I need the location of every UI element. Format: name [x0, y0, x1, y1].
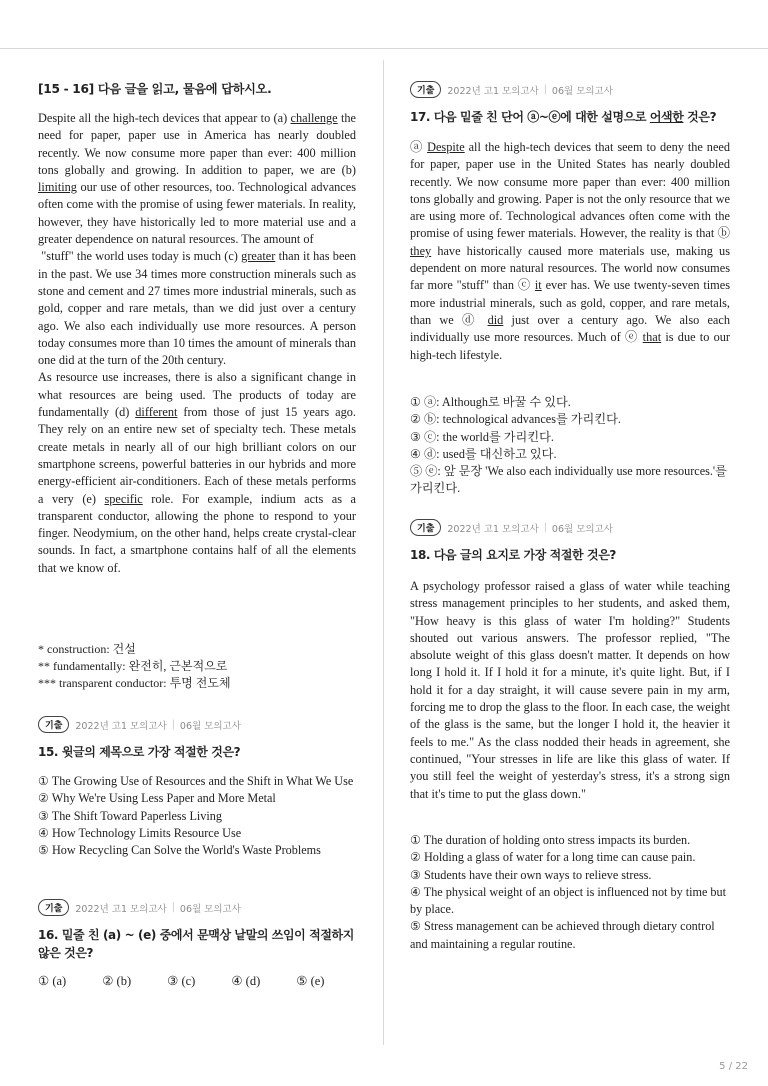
q16-option[interactable]: ④ (d)	[231, 974, 261, 988]
q16-meta: 기출 2022년 고1 모의고사 | 06월 모의고사	[38, 899, 241, 916]
exam-badge: 기출	[38, 899, 69, 916]
footnote: ** fundamentally: 완전히, 근본적으로	[38, 659, 228, 673]
footnote: *** transparent conductor: 투명 전도체	[38, 676, 231, 690]
footnote: * construction: 건설	[38, 642, 136, 656]
q15-option[interactable]: ③ The Shift Toward Paperless Living	[38, 808, 222, 823]
exam-year: 2022년 고1 모의고사	[75, 903, 167, 915]
q18-option[interactable]: ④ The physical weight of an object is influenced not by time but by place.	[410, 884, 726, 917]
q17-title: 17. 다음 밑줄 친 단어 ⓐ~ⓔ에 대한 설명으로 어색한 것은?	[410, 110, 717, 124]
q15-option[interactable]: ④ How Technology Limits Resource Use	[38, 825, 242, 840]
q16-option[interactable]: ① (a)	[38, 974, 67, 988]
q17-passage: ⓐ Despite all the high-tech devices that seem to deny the need for paper, paper use in the United States has nearly doubled recently. We now consume more paper than ever: 400 million tons globally and growing. Paper is not the only resource that we are using more of. Technological advances often come with the promise of using fewer materials. However, the reality is that ⓑ they have historically caused more materials use, making us dependent on more natural resources. The world now consumes far more "stuff" than ⓒ it ever has. We use twenty-seven times more industrial minerals, such as gold, copper, and rare metals, than we ⓓ did just over a century ago. We also each individually use more resources. Much of ⓔ that is due to our high-tech lifestyle.	[410, 140, 731, 362]
q17-option[interactable]: ③ ⓒ: the world를 가리킨다.	[410, 429, 554, 444]
q18-options	[410, 832, 730, 953]
exam-month: 06월 모의고사	[179, 720, 241, 732]
footnotes	[38, 641, 356, 692]
section-header: [15 - 16] 다음 글을 읽고, 물음에 답하시오.	[38, 82, 272, 96]
q17-option[interactable]: ① ⓐ: Although로 바꿀 수 있다.	[410, 395, 571, 409]
exam-year: 2022년 고1 모의고사	[75, 720, 167, 732]
q18-option[interactable]: ② Holding a glass of water for a long time can cause pain.	[410, 850, 696, 865]
top-divider	[0, 48, 768, 49]
exam-year: 2022년 고1 모의고사	[447, 85, 539, 97]
q17-options	[410, 394, 730, 498]
exam-month: 06월 모의고사	[551, 523, 613, 535]
q17-meta: 기출 2022년 고1 모의고사 | 06월 모의고사	[410, 81, 613, 98]
q15-option[interactable]: ② Why We're Using Less Paper and More Metal	[38, 791, 276, 806]
exam-year: 2022년 고1 모의고사	[447, 523, 539, 535]
exam-badge: 기출	[410, 81, 441, 98]
column-divider	[383, 60, 384, 1045]
q17-option[interactable]: ⑤ ⓔ: 앞 문장 'We also each individually use more resources.'를 가리킨다.	[410, 464, 727, 496]
q15-options	[38, 773, 356, 859]
q18-option[interactable]: ① The duration of holding onto stress impacts its burden.	[410, 833, 691, 847]
q18-option[interactable]: ③ Students have their own ways to relieve stress.	[410, 867, 652, 882]
q15-meta: 기출 2022년 고1 모의고사 | 06월 모의고사	[38, 716, 241, 733]
q15-option[interactable]: ⑤ How Recycling Can Solve the World's Waste Problems	[38, 843, 321, 858]
q16-options	[38, 973, 360, 989]
q18-passage: A psychology professor raised a glass of water while teaching stress management principles to her students, and asked them, "How heavy is this glass of water I'm holding?" Students shouted out various answers. The professor replied, "The absolute weight of this glass doesn't matter. It depends on how long I hold it. If I hold it for a minute, it's quite light. But, if I hold it for a day straight, it will cause severe pain in my arm, forcing me to drop the glass to the floor. In each case, the weight of the glass is the same, but the longer I hold it, the heavier it feels to me." As the class nodded their heads in agreement, she continued, "Your stresses in life are like this glass of water. If you still feel the weight of yesterday's stress, it's a strong sign that it's time to put the glass down."	[410, 579, 730, 801]
page-number: 5 / 22	[719, 1061, 748, 1072]
q17-option[interactable]: ② ⓑ: technological advances를 가리킨다.	[410, 412, 621, 427]
q15-option[interactable]: ① The Growing Use of Resources and the Shift in What We Use	[38, 774, 354, 788]
q16-option[interactable]: ③ (c)	[167, 974, 196, 988]
q16-title: 16. 밑줄 친 (a) ~ (e) 중에서 문맥상 낱말의 쓰임이 적절하지 않은 것은?	[38, 928, 354, 960]
exam-badge: 기출	[38, 716, 69, 733]
q17-option[interactable]: ④ ⓓ: used를 대신하고 있다.	[410, 446, 557, 461]
passage-15-16: Despite all the high-tech devices that appear to (a) challenge the need for paper, paper use in America has nearly doubled recently. We now consume more paper than ever: 400 million tons globally and growing. In addition to paper, we are (b) limiting our use of other resources, too. Technological advances often come with the promise of using fewer materials. In reality, however, they have historically led to more material use and a greater dependence on natural resources. The amount of "stuff" the world uses today is much (c) greater than it has been in the past. We use 34 times more construction minerals such as stone and cement and 27 times more industrial minerals, such as gold, copper and rare metals, than we did just over a century ago. We also each individually use more resources. A person today consumes more than 10 times the amount of minerals than one did at the turn of the 20th century. As resource use increases, there is also a significant change in what resources are being used. The products of today are fundamentally (d) different from those of just 15 years ago. They rely on an entire new set of specialty tech. These metals create metals in nearly all of our high brilliant colors on our smartphone screens, powerful batteries in our hybrids and more energy-efficient air-conditioners. Each of these metals performs a very (e) specific role. For example, indium acts as a transparent conductor, allowing the phone to respond to your finger. Neodymium, on the other hand, helps create crystal-clear sounds. In fact, a smartphone contains half of all the elements that we know of.	[38, 111, 357, 575]
q16-option[interactable]: ⑤ (e)	[296, 974, 325, 988]
q18-title: 18. 다음 글의 요지로 가장 적절한 것은?	[410, 548, 616, 562]
exam-badge: 기출	[410, 519, 441, 536]
exam-month: 06월 모의고사	[179, 903, 241, 915]
q16-option[interactable]: ② (b)	[102, 974, 132, 988]
q18-option[interactable]: ⑤ Stress management can be achieved through dietary control and maintaining a regular routine.	[410, 919, 715, 951]
exam-month: 06월 모의고사	[551, 85, 613, 97]
q15-title: 15. 윗글의 제목으로 가장 적절한 것은?	[38, 745, 241, 759]
q18-meta: 기출 2022년 고1 모의고사 | 06월 모의고사	[410, 519, 613, 536]
